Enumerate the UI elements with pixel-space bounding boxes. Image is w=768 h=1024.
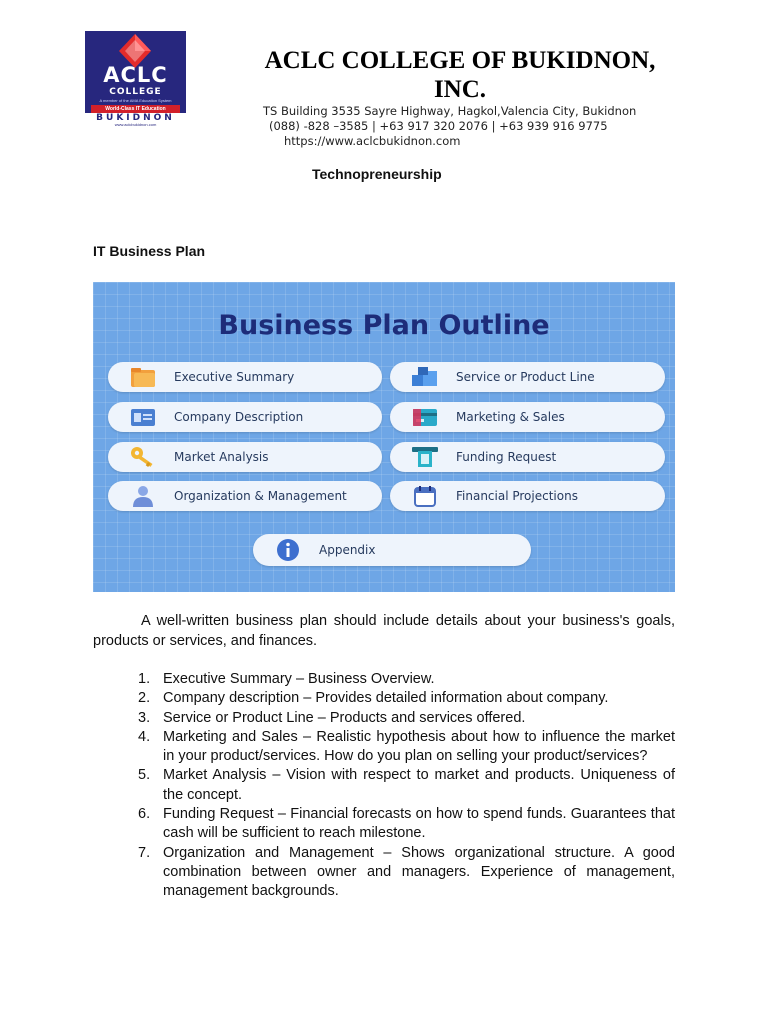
outline-item-label: Company Description: [174, 410, 304, 424]
outline-item-label: Marketing & Sales: [456, 410, 565, 424]
id-card-icon: [128, 405, 158, 429]
outline-item: [108, 442, 382, 472]
boxes-icon: [410, 365, 440, 389]
figure-title: Business Plan Outline: [218, 310, 550, 341]
outline-item-label: Market Analysis: [174, 450, 269, 464]
money-withdraw-icon: [410, 445, 440, 469]
outline-list: [93, 670, 675, 902]
list-item: [93, 670, 675, 689]
outline-item-label: Service or Product Line: [456, 370, 595, 384]
letterhead: [0, 0, 768, 150]
list-item-text: Market Analysis – Vision with respect to market and products. Uniqueness of the concept.: [163, 767, 675, 803]
list-item-number: 3.: [138, 709, 151, 726]
logo-campus: BUKIDNON: [96, 113, 175, 123]
outline-item-label: Appendix: [319, 543, 376, 557]
outline-item: [108, 481, 382, 511]
folder-icon: [128, 365, 158, 389]
school-website: https://www.aclcbukidnon.com: [284, 134, 461, 148]
list-item-number: 1.: [138, 671, 151, 687]
list-item-number: 5.: [138, 767, 151, 784]
business-plan-outline-figure: [93, 282, 675, 592]
logo-url: www.aclcbukidnon.com: [114, 122, 157, 127]
outline-item-label: Executive Summary: [174, 370, 295, 384]
list-item-text: Company description – Provides detailed information about company.: [163, 690, 609, 707]
list-item-number: 6.: [138, 806, 151, 823]
list-item: [93, 844, 675, 902]
list-item: [93, 805, 675, 844]
list-item-text: Funding Request – Financial forecasts on how to spend funds. Guarantees that cash will be sufficient to reach milestone.: [163, 806, 675, 842]
list-item-text: Service or Product Line – Products and services offered.: [163, 709, 526, 726]
outline-item: [390, 481, 665, 511]
school-name: ACLC COLLEGE OF BUKIDNON, INC.: [264, 47, 656, 103]
outline-item-label: Financial Projections: [456, 489, 578, 503]
key-icon: [128, 445, 158, 469]
logo-wordmark: ACLC: [103, 63, 168, 87]
logo-band: World-Class IT Education: [91, 105, 180, 113]
list-item-text: Executive Summary – Business Overview.: [163, 671, 435, 687]
subject-title: Technopreneurship: [312, 166, 442, 182]
section-title: IT Business Plan: [93, 243, 206, 259]
logo-subtitle: COLLEGE: [109, 87, 162, 97]
college-logo: [85, 31, 186, 125]
list-item-number: 4.: [138, 728, 151, 745]
logo-footer: [85, 113, 186, 127]
outline-item: [253, 534, 531, 566]
outline-item-label: Organization & Management: [174, 489, 347, 503]
outline-item: [108, 362, 382, 392]
outline-item: [390, 362, 665, 392]
list-item: [93, 766, 675, 805]
list-item: [93, 728, 675, 767]
list-item-text: Marketing and Sales – Realistic hypothesis about how to influence the market in your product/services. How do you plan on selling your product/services?: [163, 728, 675, 765]
list-item: [93, 709, 675, 728]
credit-card-icon: [410, 405, 440, 429]
logo-tagline: A member of the AMA Education System: [99, 98, 172, 103]
outline-item: [108, 402, 382, 432]
school-address: TS Building 3535 Sayre Highway, Hagkol,Valencia City, Bukidnon: [263, 104, 637, 118]
outline-item-label: Funding Request: [456, 450, 557, 464]
outline-item: [390, 402, 665, 432]
school-phones: (088) -828 –3585 | +63 917 320 2076 | +63 939 916 9775: [269, 119, 608, 133]
outline-item: [390, 442, 665, 472]
list-item-number: 2.: [138, 690, 151, 707]
list-item-number: 7.: [138, 844, 151, 861]
calendar-icon: [410, 484, 440, 508]
info-icon: [273, 538, 303, 562]
person-icon: [128, 484, 158, 508]
list-item-text: Organization and Management – Shows organizational structure. A good combination between owner and managers. Experience of management, management backgrounds.: [163, 844, 675, 900]
intro-paragraph: A well-written business plan should include details about your business's goals, products or services, and finances.: [93, 613, 675, 649]
list-item: [93, 689, 675, 708]
